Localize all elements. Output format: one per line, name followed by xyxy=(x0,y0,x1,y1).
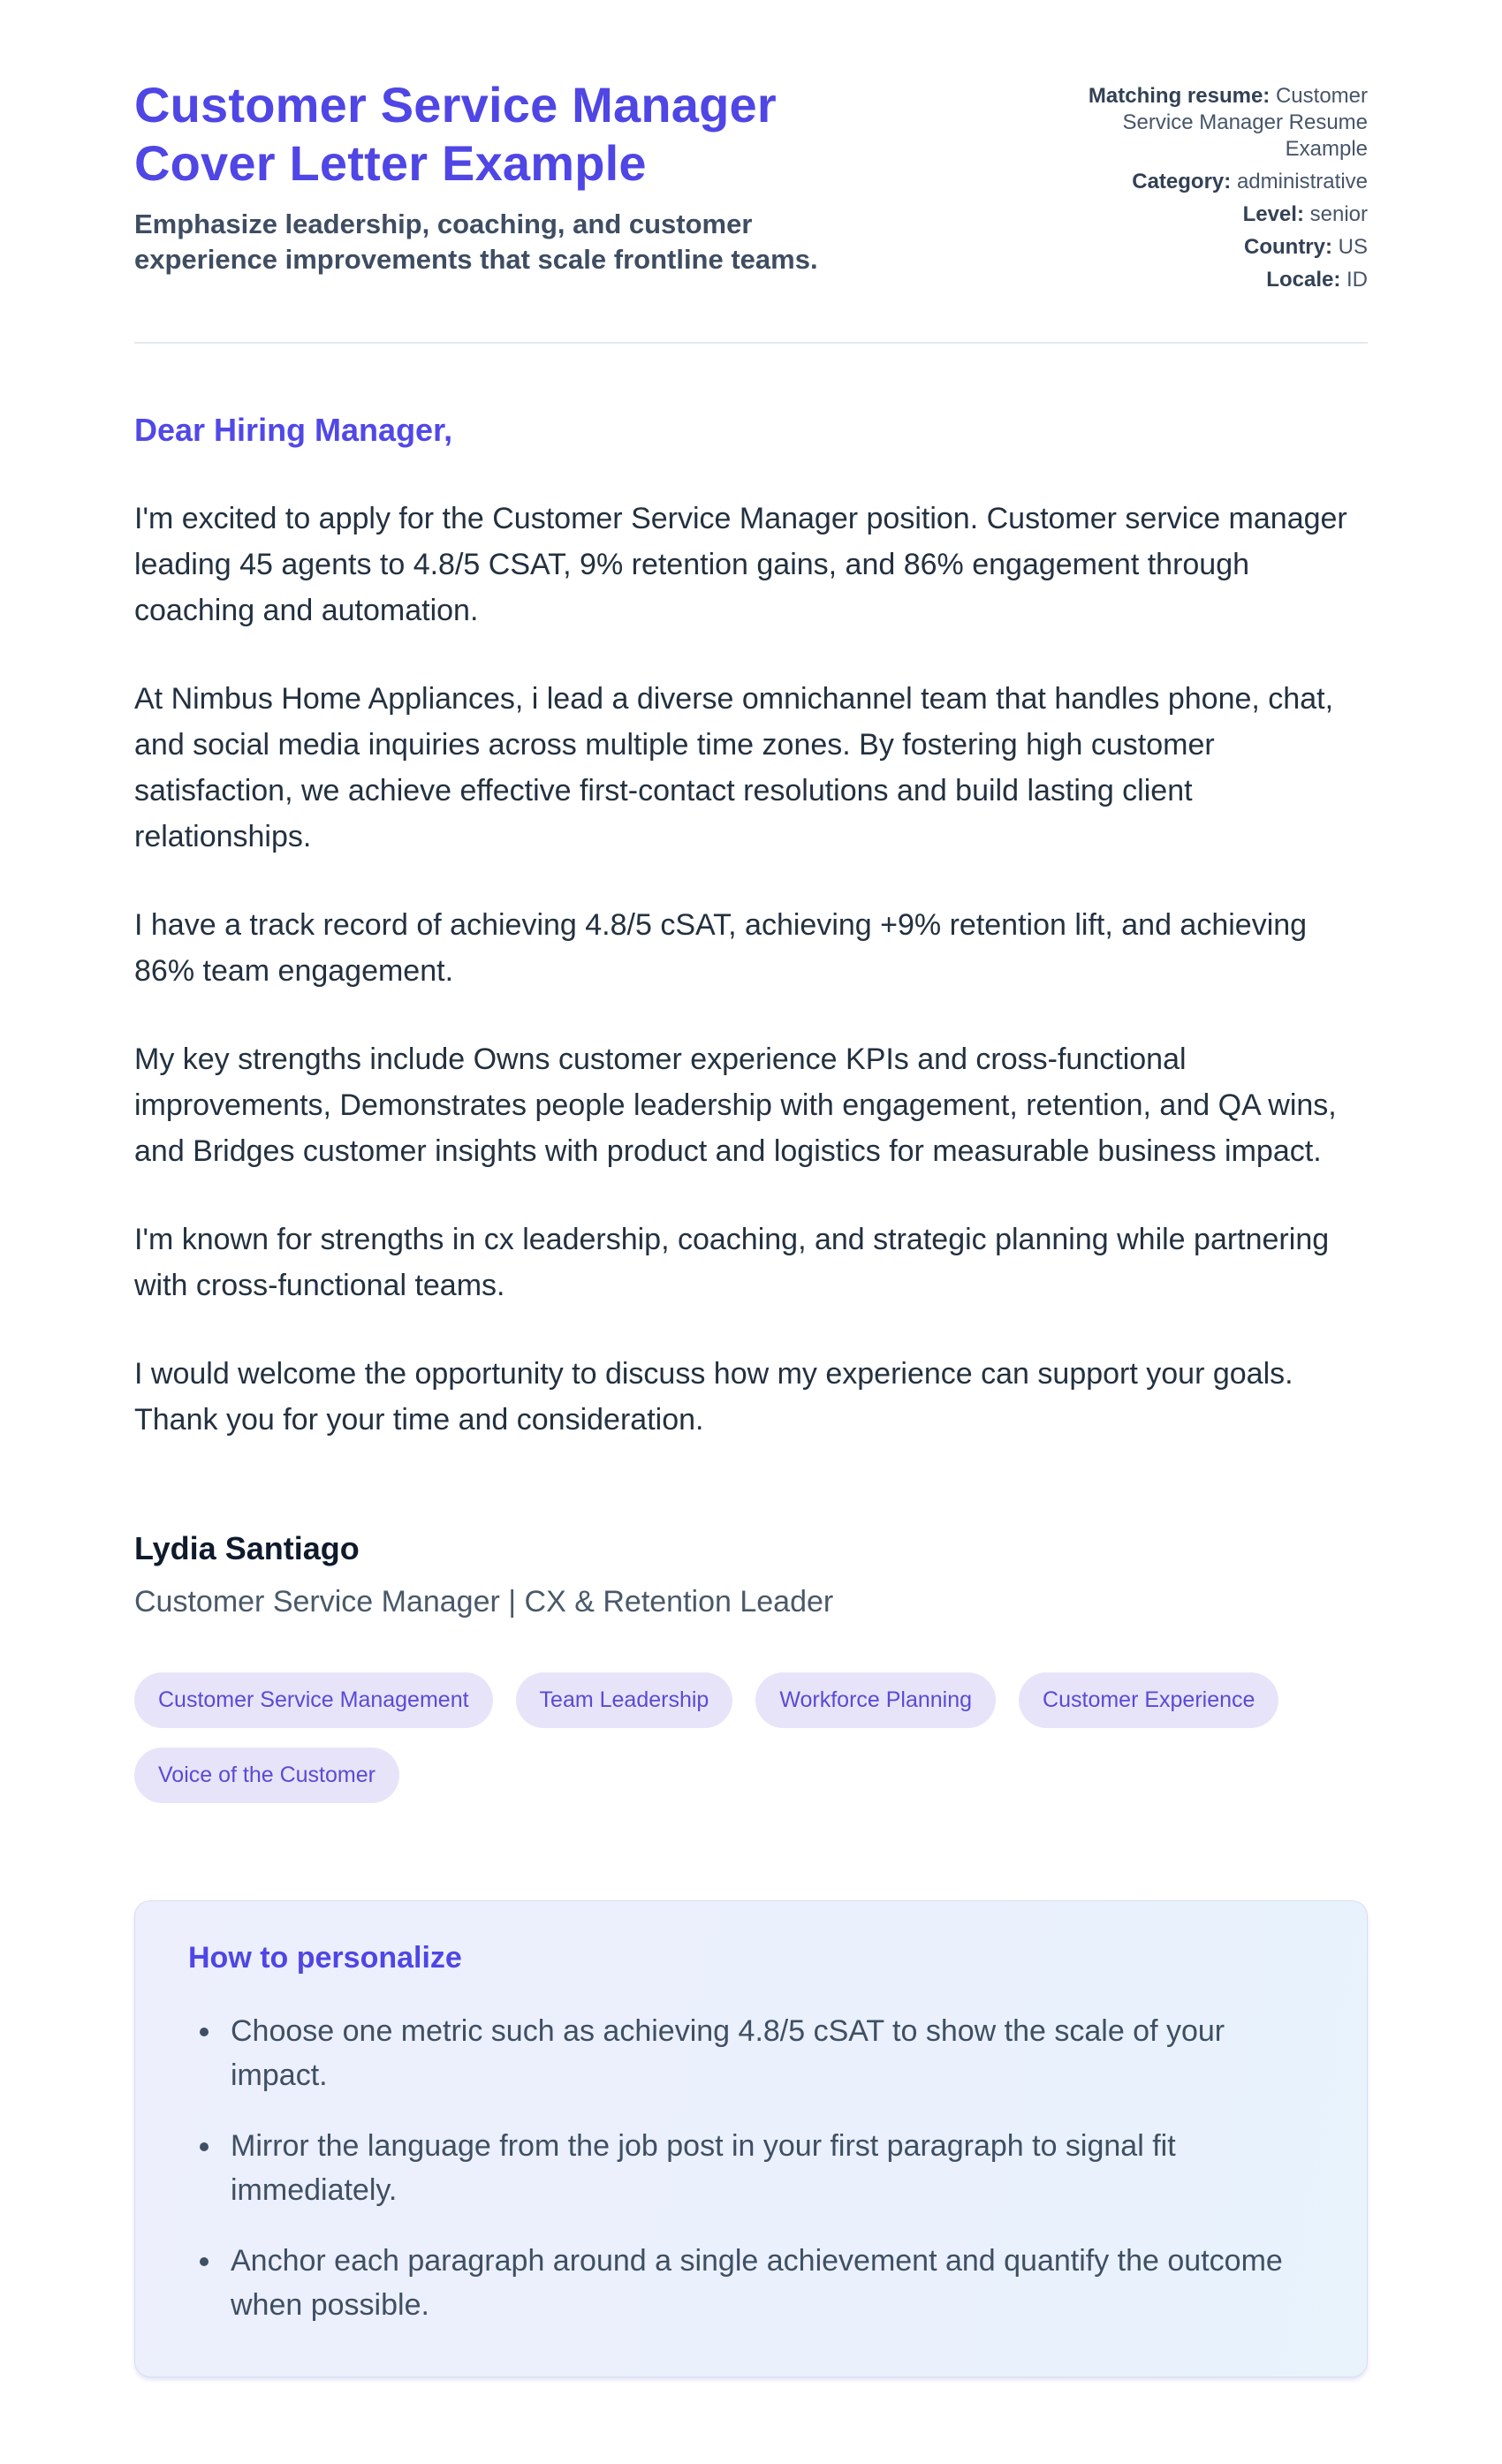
signature-role: Customer Service Manager | CX & Retention Leader xyxy=(134,1585,834,1619)
personalize-tip-3: • Anchor each paragraph around a single achievement and quantify the outcome when possible. xyxy=(224,2239,1314,2327)
letter-paragraph-3: I have a track record of achieving 4.8/5 cSAT, achieving +9% retention lift, and achieving 86% team engagement. xyxy=(134,908,1308,988)
signature xyxy=(134,1528,1368,1623)
page-subtitle: Emphasize leadership, coaching, and customer experience improvements that scale frontline teams. xyxy=(134,208,818,275)
page-title: Customer Service Manager Cover Letter Example xyxy=(134,77,777,191)
meta-value: administrative xyxy=(1236,170,1368,193)
tag-pill-customer-experience: Customer Experience xyxy=(1019,1672,1278,1728)
meta-item-country xyxy=(1063,234,1368,261)
letter-paragraph-6: I would welcome the opportunity to discuss how my experience can support your goals. Thank you for your time and consideration. xyxy=(134,1357,1293,1437)
tag-pill-team-leadership: Team Leadership xyxy=(516,1672,733,1728)
meta-value: US xyxy=(1338,235,1368,259)
meta-value: Customer Service Manager Resume Example xyxy=(1122,84,1368,161)
meta-label: Level: xyxy=(1242,202,1304,226)
personalize-list xyxy=(188,2009,1314,2327)
personalize-heading: How to personalize xyxy=(188,1941,462,1975)
letter-body xyxy=(134,407,1368,2377)
tag-list xyxy=(134,1672,1368,1803)
meta-item-locale xyxy=(1063,267,1368,293)
personalize-tip-2: • Mirror the language from the job post in your first paragraph to signal fit immediately. xyxy=(224,2124,1314,2212)
meta-label: Country: xyxy=(1244,235,1332,259)
meta-label: Locale: xyxy=(1266,268,1341,292)
tag-pill-customer-service-management: Customer Service Management xyxy=(134,1672,493,1728)
personalize-box xyxy=(134,1900,1368,2377)
letter-paragraph-2: At Nimbus Home Appliances, i lead a diverse omnichannel team that handles phone, chat, and social media inquiries across multiple time zones. By fostering high customer satisfaction, we achieve effective first-contact resolutions and build lasting client relationships. xyxy=(134,682,1334,853)
meta-value: ID xyxy=(1346,268,1368,292)
letter-paragraph-5: I'm known for strengths in cx leadership, coaching, and strategic planning while partnering with cross-functional teams. xyxy=(134,1223,1330,1302)
header-title-block xyxy=(134,76,929,277)
personalize-tip-1: • Choose one metric such as achieving 4.8/5 cSAT to show the scale of your impact. xyxy=(224,2009,1314,2097)
meta-item-category xyxy=(1063,169,1368,195)
meta-label: Matching resume: xyxy=(1088,84,1271,108)
letter-paragraph-4: My key strengths include Owns customer experience KPIs and cross-functional improvements, Demonstrates people leadership with engagement, retention, and QA wins, and Bridges customer insights with product and logistics for measurable business impact. xyxy=(134,1042,1337,1168)
meta-value: senior xyxy=(1309,202,1368,226)
meta-item-matching-resume xyxy=(1063,83,1368,163)
letter-paragraph-1: I'm excited to apply for the Customer Service Manager position. Customer service manager leading 45 agents to 4.8/5 CSAT, 9% retention gains, and 86% engagement through coaching and automation. xyxy=(134,502,1347,627)
header-divider xyxy=(134,342,1368,344)
page-header xyxy=(134,76,1368,299)
greeting: Dear Hiring Manager, xyxy=(134,412,453,448)
signature-name: Lydia Santiago xyxy=(134,1530,360,1566)
tag-pill-workforce-planning: Workforce Planning xyxy=(755,1672,996,1728)
meta-panel xyxy=(1063,83,1368,299)
tag-pill-voice-of-the-customer: Voice of the Customer xyxy=(134,1748,399,1803)
meta-label: Category: xyxy=(1132,170,1232,193)
meta-item-level xyxy=(1063,201,1368,228)
